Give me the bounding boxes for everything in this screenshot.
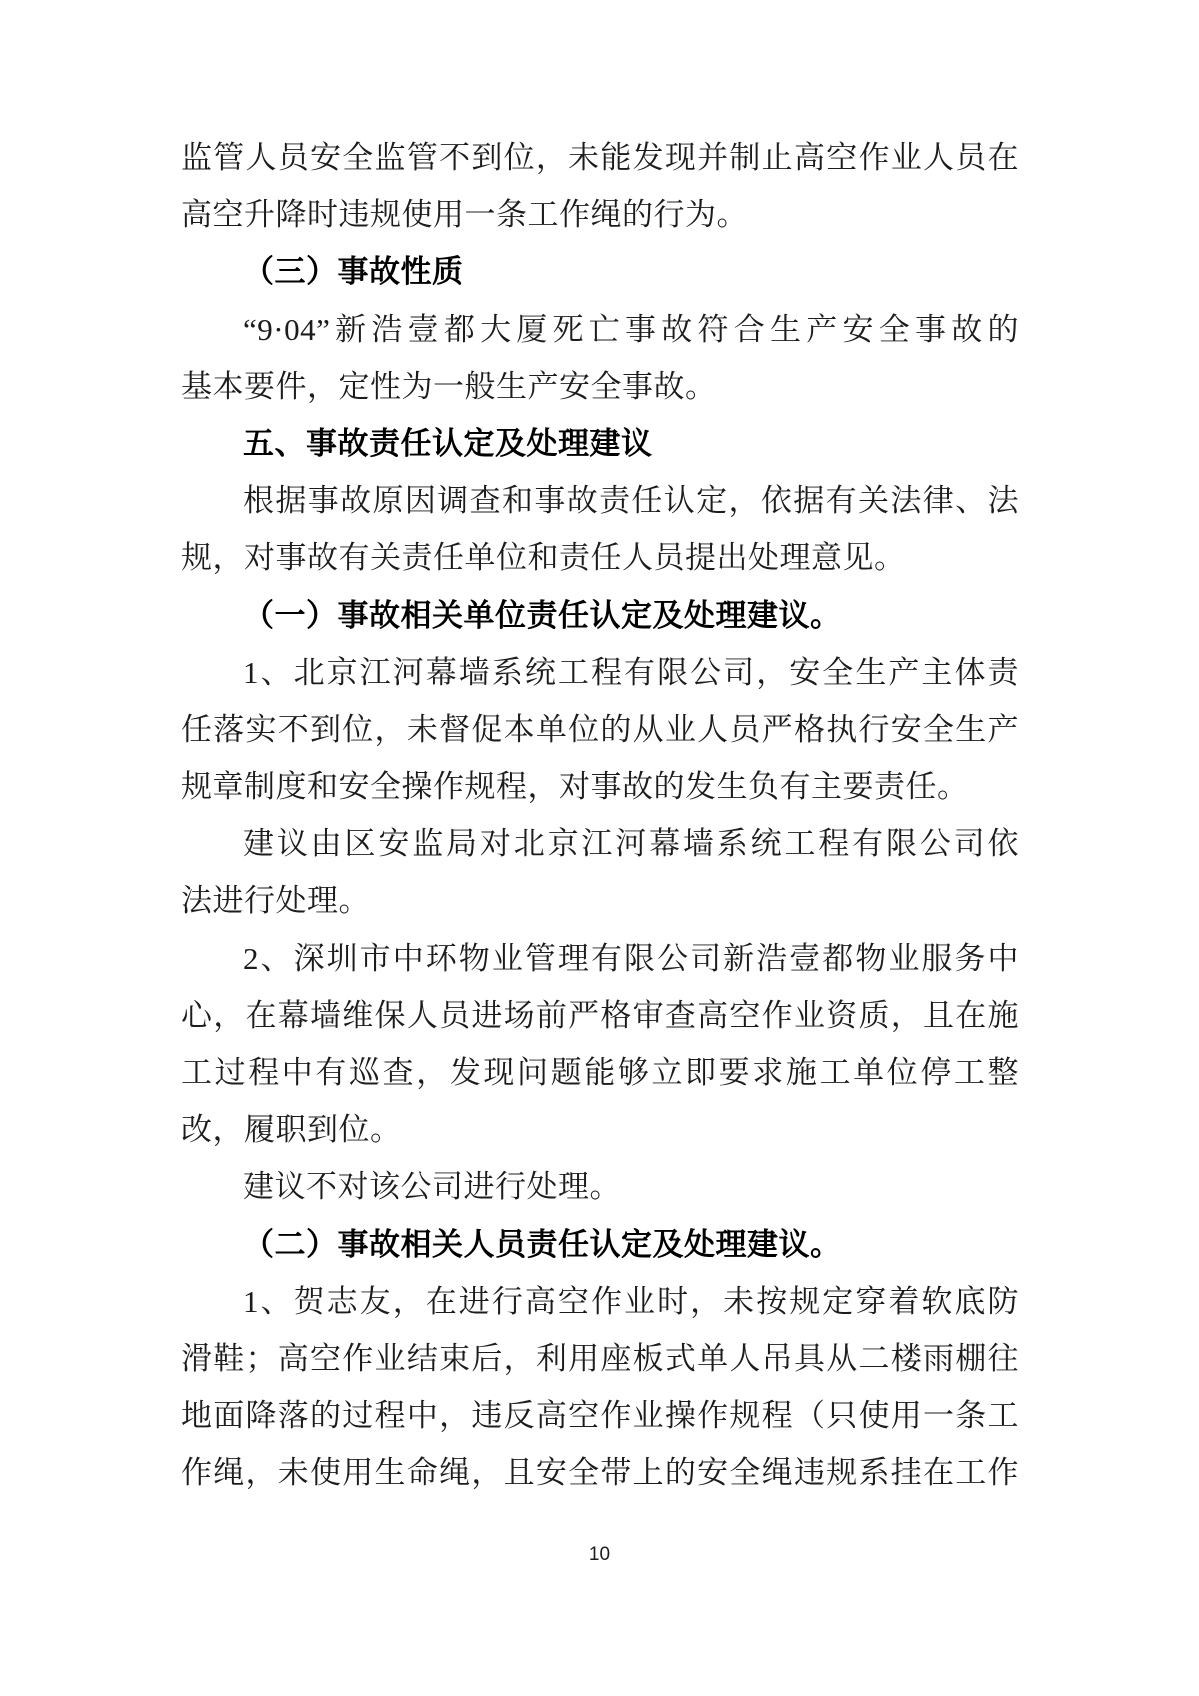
text-line: 高空升降时违规使用一条工作绳的行为。 bbox=[181, 197, 748, 233]
text-line: 2、深圳市中环物业管理有限公司新浩壹都物业服务中 bbox=[243, 940, 1019, 976]
text-line: 建议由区安监局对北京江河幕墙系统工程有限公司依 bbox=[243, 826, 1019, 862]
text-line: 监管人员安全监管不到位，未能发现并制止高空作业人员在 bbox=[181, 140, 1019, 175]
text-line: 心，在幕墙维保人员进场前严格审查高空作业资质，且在施 bbox=[181, 997, 1019, 1033]
text-line: 工过程中有巡查，发现问题能够立即要求施工单位停工整 bbox=[181, 1055, 1019, 1090]
text-line: 规，对事故有关责任单位和责任人员提出处理意见。 bbox=[181, 540, 906, 576]
text-line: 1、贺志友，在进行高空作业时，未按规定穿着软底防 bbox=[243, 1283, 1019, 1319]
text-line: 地面降落的过程中，违反高空作业操作规程（只使用一条工 bbox=[181, 1398, 1019, 1434]
text-line: 规章制度和安全操作规程，对事故的发生负有主要责任。 bbox=[181, 769, 969, 805]
heading-line: （一）事故相关单位责任认定及处理建议。 bbox=[243, 597, 842, 633]
text-line: 滑鞋；高空作业结束后，利用座板式单人吊具从二楼雨棚往 bbox=[181, 1340, 1019, 1376]
heading-line: 五、事故责任认定及处理建议 bbox=[243, 425, 653, 461]
text-line: 根据事故原因调查和事故责任认定，依据有关法律、法 bbox=[243, 483, 1019, 519]
text-line: 建议不对该公司进行处理。 bbox=[243, 1169, 621, 1205]
document-body bbox=[181, 129, 1019, 1502]
text-line: 1、北京江河幕墙系统工程有限公司，安全生产主体责 bbox=[243, 654, 1019, 690]
text-line: 基本要件，定性为一般生产安全事故。 bbox=[181, 368, 717, 404]
page-number: 10 bbox=[588, 1544, 611, 1565]
heading-line: （三）事故性质 bbox=[243, 254, 464, 290]
text-line: 法进行处理。 bbox=[181, 883, 370, 919]
heading-line: （二）事故相关人员责任认定及处理建议。 bbox=[243, 1226, 842, 1262]
text-line: “9·04”新浩壹都大厦死亡事故符合生产安全事故的 bbox=[243, 311, 1019, 347]
text-line: 作绳，未使用生命绳，且安全带上的安全绳违规系挂在工作 bbox=[181, 1455, 1019, 1491]
text-line: 改，履职到位。 bbox=[181, 1112, 402, 1148]
text-line: 任落实不到位，未督促本单位的从业人员严格执行安全生产 bbox=[181, 711, 1019, 747]
